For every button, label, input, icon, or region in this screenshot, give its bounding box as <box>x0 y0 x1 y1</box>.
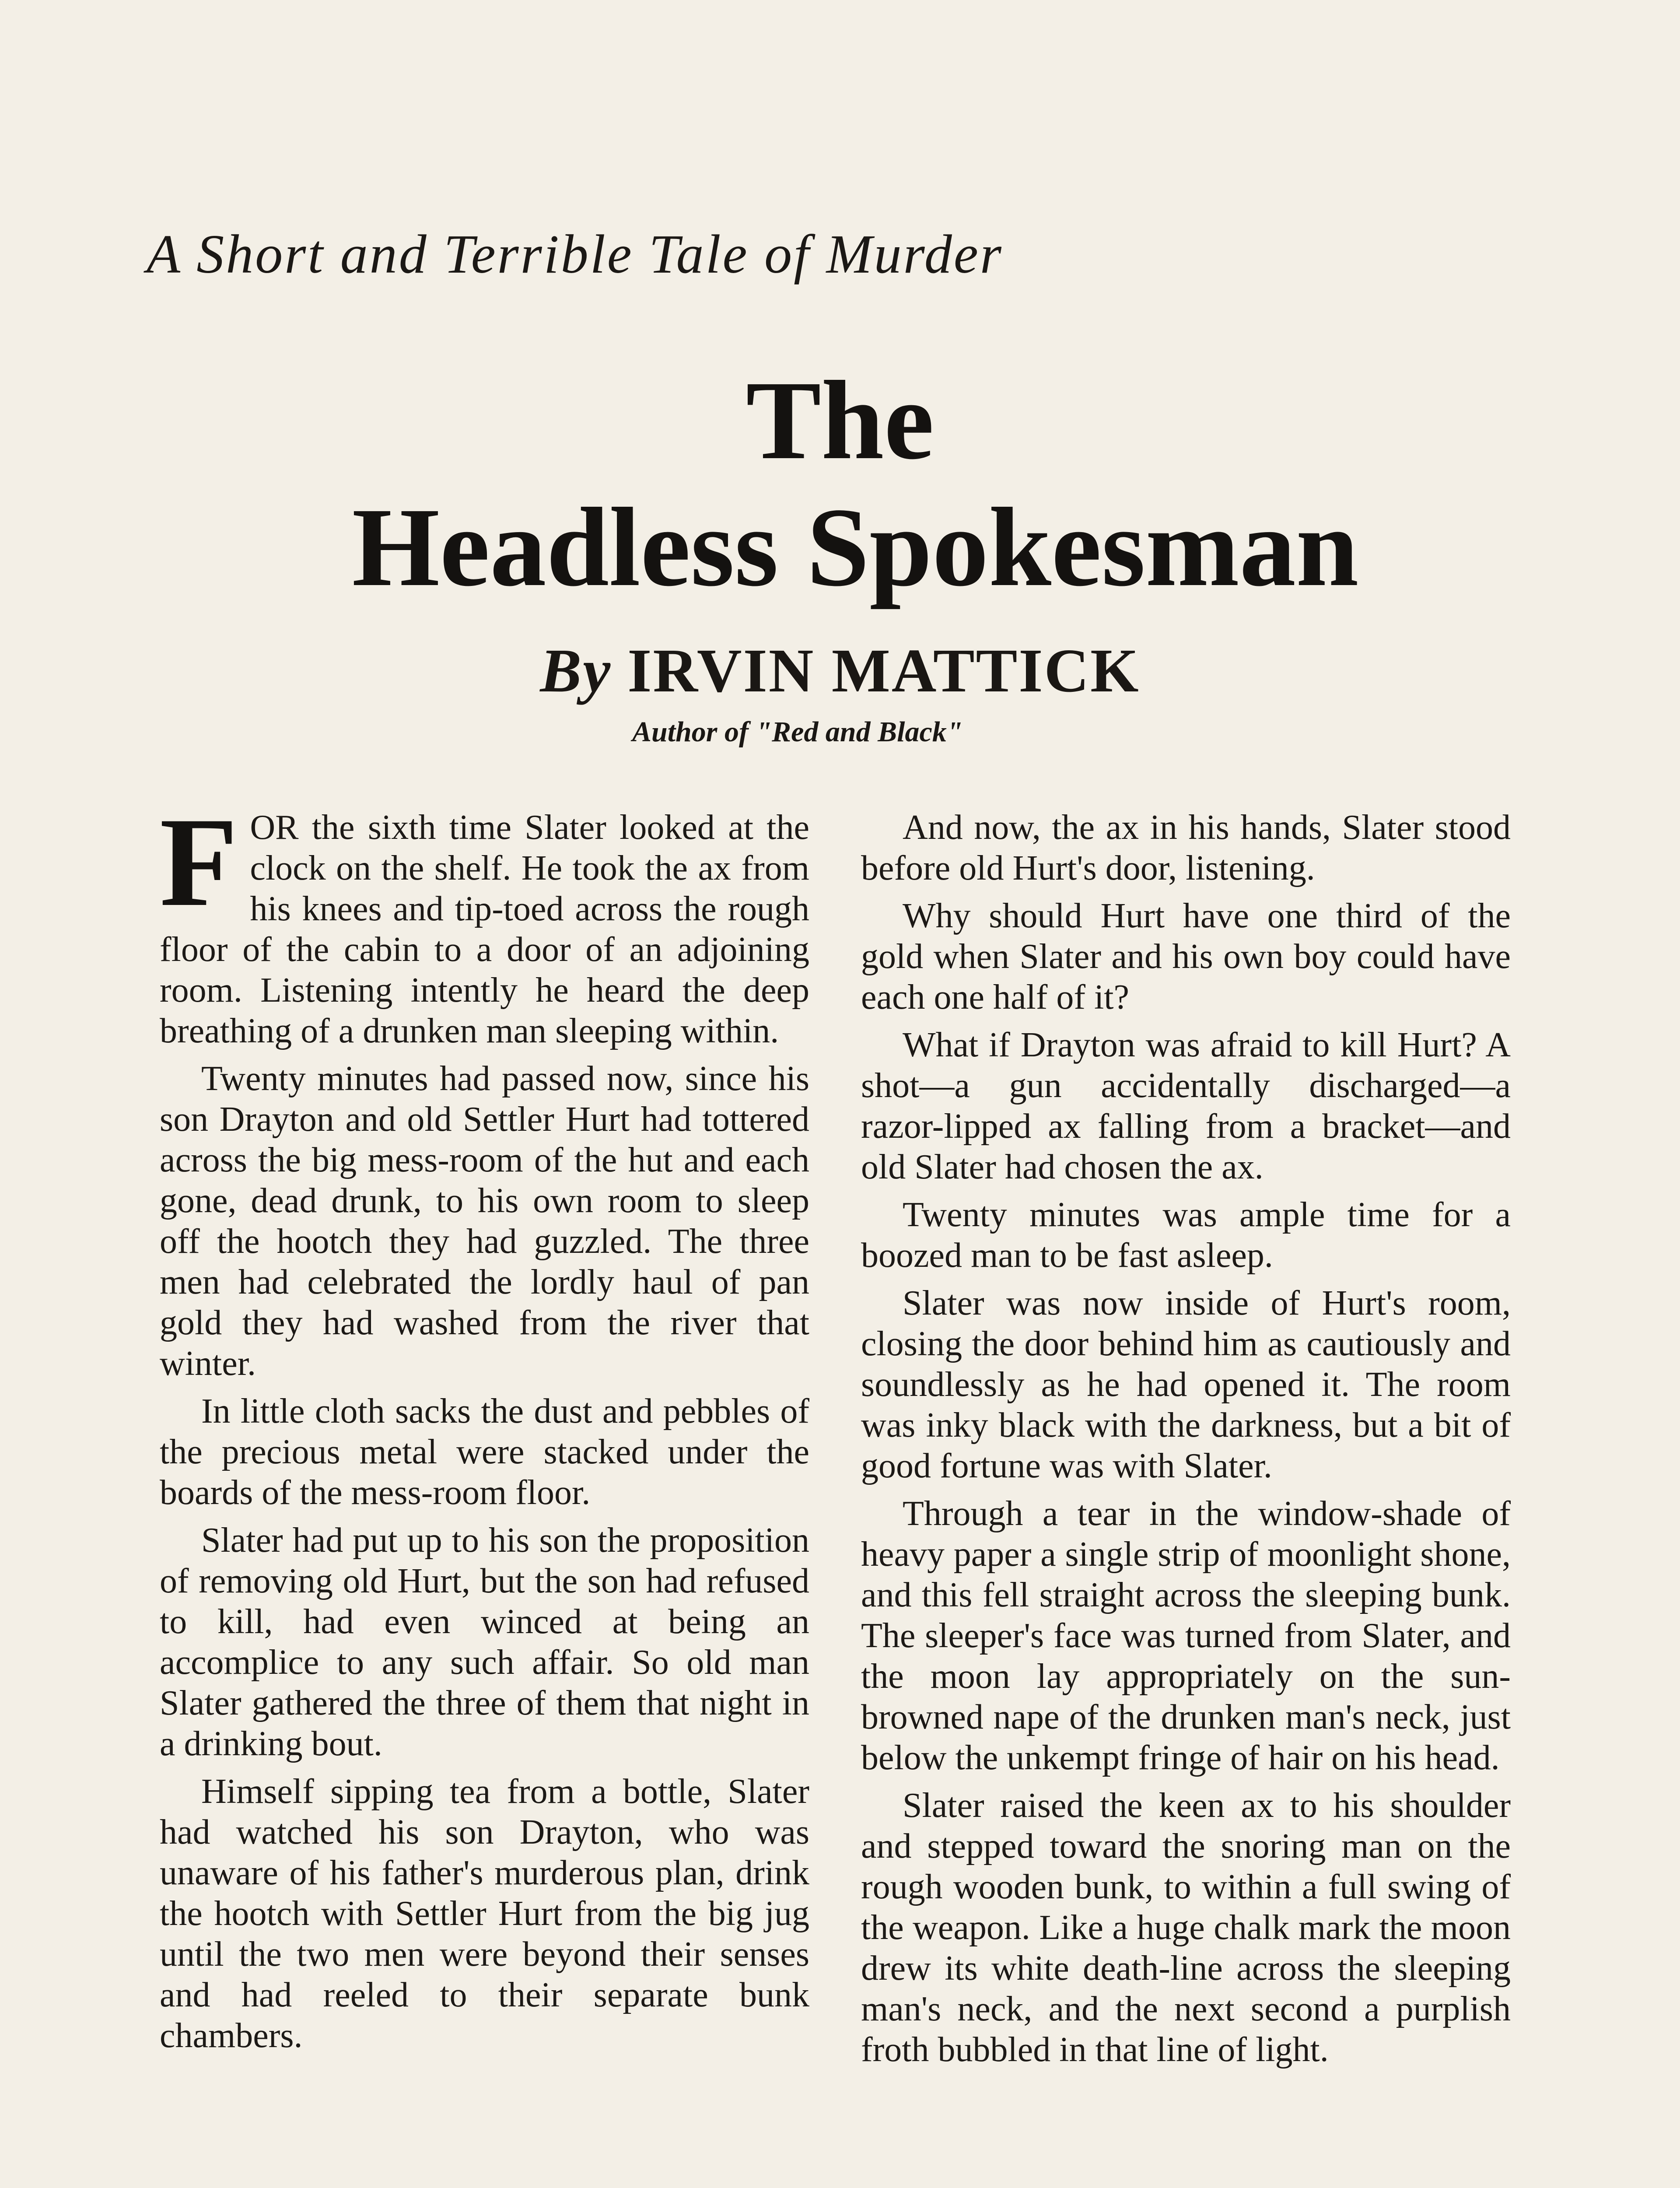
paragraph: Himself sipping tea from a bottle, Slater had watched his son Drayton, who was unaware of his father's murderous plan, drink the hootch with Settler Hurt from the big jug until the two men were beyond their senses and had reeled to their separate bunk chambers. <box>160 1772 809 2055</box>
paragraph: Through a tear in the window-shade of heavy paper a single strip of moonlight shone, and this fell straight across the sleeping bunk. The sleeper's face was turned from Slater, and the moon lay appropriately on the sun-browned nape of the drunken man's neck, just below the unkempt fringe of hair on his head. <box>861 1494 1511 1777</box>
author-note: Author of "Red and Black" <box>632 716 963 748</box>
paragraph: Twenty minutes had passed now, since his son Drayton and old Settler Hurt had tottered across the big mess-room of the hut and each gone, dead drunk, to his own room to sleep off the hootch they had guzzled. The three men had celebrated the lordly haul of pan gold they had washed from the river that winter. <box>160 1059 809 1383</box>
paragraph: Slater had put up to his son the proposition of removing old Hurt, but the son had refused to kill, had even winced at being an accomplice to any such affair. So old man Slater gathered the three of them that night in a drinking bout. <box>160 1521 809 1763</box>
paragraph: What if Drayton was afraid to kill Hurt? A shot—a gun accidentally discharged—a razor-lipped ax falling from a bracket—and old Slater had chosen the ax. <box>861 1026 1511 1186</box>
paragraph: Twenty minutes was ample time for a boozed man to be fast asleep. <box>861 1196 1511 1275</box>
paragraph: Why should Hurt have one third of the gold when Slater and his own boy could have each one half of it? <box>861 897 1511 1017</box>
author-name: IRVIN MATTICK <box>627 636 1140 705</box>
story-title <box>0 357 1680 610</box>
byline <box>0 635 1680 706</box>
byline-by: By <box>540 636 612 705</box>
drop-cap: F <box>160 792 238 933</box>
paragraph: And now, the ax in his hands, Slater stood before old Hurt's door, listening. <box>861 808 1511 887</box>
paragraph <box>160 792 809 1052</box>
text-column-left <box>160 792 809 2063</box>
paragraph: Slater raised the keen ax to his shoulder and stepped toward the snoring man on the rough wooden bunk, to within a full swing of the weapon. Like a huge chalk mark the moon drew its white death-line across the sleeping man's neck, and the next second a purplish froth bubbled in that line of light. <box>861 1786 1511 2069</box>
title-line-2: Headless Spokesman <box>352 484 1359 610</box>
paragraph: Slater was now inside of Hurt's room, closing the door behind him as cautiously and soundlessly as he had opened it. The room was inky black with the darkness, but a bit of good fortune was with Slater. <box>861 1284 1511 1485</box>
paragraph-text: OR the sixth time Slater looked at the clock on the shelf. He took the ax from his knees and tip-toed across the rough floor of the cabin to a door of an adjoining room. Listening intently he heard the deep breathing of a drunken man sleeping within. <box>160 808 809 1050</box>
title-line-1: The <box>746 358 934 483</box>
text-column-right <box>861 807 1511 2077</box>
paragraph: In little cloth sacks the dust and pebbles of the precious metal were stacked under the boards of the mess-room floor. <box>160 1392 809 1512</box>
story-kicker: A Short and Terrible Tale of Murder <box>147 224 1003 285</box>
